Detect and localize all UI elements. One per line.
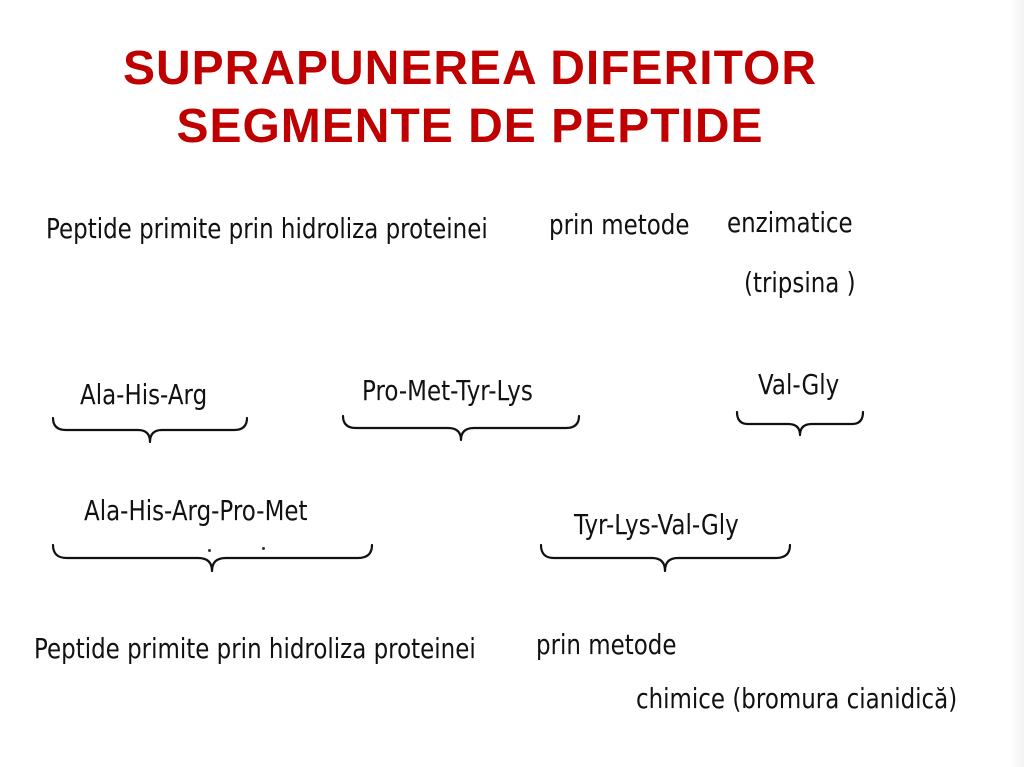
enzymatic-method-text: prin metode <box>549 208 690 241</box>
page-edge-shadow <box>1010 0 1024 767</box>
enzymatic-kind-text: enzimatice <box>727 206 853 239</box>
enzymatic-intro-text: Peptide primite prin hidroliza proteinei <box>46 212 488 245</box>
brace-tyr-lys-val-gly <box>538 540 794 574</box>
chemical-agent-text: chimice (bromura cianidică) <box>636 682 958 715</box>
brace-ala-his-arg-pro-met <box>50 540 376 574</box>
fragment-ala-his-arg-pro-met: Ala-His-Arg-Pro-Met <box>84 494 308 527</box>
fragment-ala-his-arg: Ala-His-Arg <box>80 378 208 411</box>
brace-pro-met-tyr-lys <box>340 412 582 442</box>
title-line-1: SUPRAPUNEREA DIFERITOR <box>122 42 818 95</box>
chemical-intro-text: Peptide primite prin hidroliza proteinei <box>34 632 476 665</box>
chemical-method-text: prin metode <box>536 628 677 661</box>
brace-ala-his-arg <box>50 414 250 444</box>
enzymatic-agent-text: (tripsina ) <box>744 266 856 299</box>
title-line-2: SEGMENTE DE PEPTIDE <box>176 100 764 153</box>
fragment-val-gly: Val-Gly <box>758 368 840 401</box>
fragment-pro-met-tyr-lys: Pro-Met-Tyr-Lys <box>362 374 533 407</box>
slide-title <box>40 40 900 156</box>
brace-val-gly <box>734 408 866 438</box>
fragment-tyr-lys-val-gly: Tyr-Lys-Val-Gly <box>574 508 739 541</box>
